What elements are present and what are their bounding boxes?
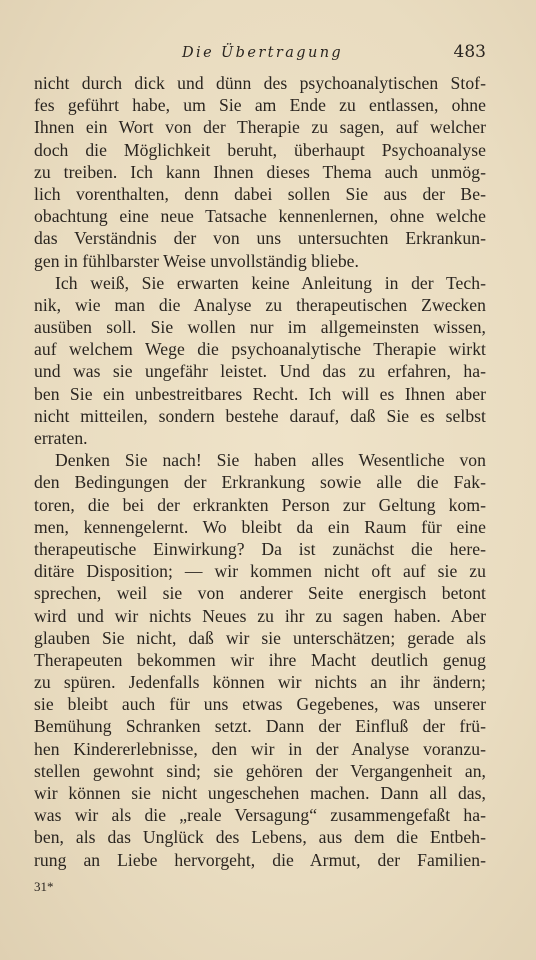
text-line: nik, wie man die Analyse zu therapeutischen Zwecken bbox=[34, 294, 486, 315]
page-number: 483 bbox=[453, 42, 486, 62]
text-line: zu treiben. Ich kann Ihnen dieses Thema auch unmög- bbox=[34, 161, 486, 182]
text-line: lich vorenthalten, denn dabei sollen Sie aus der Be- bbox=[34, 183, 486, 204]
text-line: ditäre Disposition; — wir kommen nicht oft auf sie zu bbox=[34, 561, 486, 582]
text-line: zu spüren. Jedenfalls können wir nichts an ihr ändern; bbox=[34, 672, 486, 693]
text-line: erraten. bbox=[34, 428, 88, 448]
text-line: sprechen, weil sie von anderer Seite energisch betont bbox=[34, 583, 486, 604]
text-line: Therapeuten bekommen wir ihre Macht deutlich genug bbox=[34, 649, 486, 670]
text-line: men, kennengelernt. Wo bleibt da ein Raum für eine bbox=[34, 516, 486, 537]
text-line: rung an Liebe hervorgeht, die Armut, der Familien- bbox=[34, 849, 486, 870]
text-line: ben, als das Unglück des Lebens, aus dem die Entbeh- bbox=[34, 827, 486, 848]
text-line: Denken Sie nach! Sie haben alles Wesentliche von bbox=[55, 450, 486, 471]
text-line: sie bleibt auch für uns etwas Gegebenes, was unserer bbox=[34, 694, 486, 715]
signature-mark: 31* bbox=[34, 879, 54, 894]
text-line: stellen gewohnt sind; sie gehören der Vergangenheit an, bbox=[34, 760, 486, 781]
text-line: fes geführt habe, um Sie am Ende zu entlassen, ohne bbox=[34, 95, 486, 116]
text-line: therapeutische Einwirkung? Da ist zunächst die here- bbox=[34, 538, 486, 559]
text-line: obachtung eine neue Tatsache kennenlernen, ohne welche bbox=[34, 206, 486, 227]
body-text bbox=[34, 72, 486, 871]
text-line: das Verständnis der von uns untersuchten Erkrankun- bbox=[34, 228, 486, 249]
text-line: Bemühung Schranken setzt. Dann der Einfluß der frü- bbox=[34, 716, 486, 737]
text-line: auf welchem Wege die psychoanalytische Therapie wirkt bbox=[34, 339, 486, 360]
text-line: und was sie ungefähr leistet. Und das zu erfahren, ha- bbox=[34, 361, 486, 382]
text-line: was wir als die „reale Versagung“ zusammengefaßt ha- bbox=[34, 805, 486, 826]
text-line: nicht mitteilen, sondern bestehe darauf, daß Sie es selbst bbox=[34, 405, 486, 426]
text-line: nicht durch dick und dünn des psychoanalytischen Stof- bbox=[34, 73, 486, 93]
text-line: ben Sie ein unbestreitbares Recht. Ich will es Ihnen aber bbox=[34, 383, 486, 404]
text-line: Ich weiß, Sie erwarten keine Anleitung in der Tech- bbox=[55, 272, 486, 293]
text-line: ausüben soll. Sie wollen nur im allgemeinsten wissen, bbox=[34, 317, 486, 338]
text-line: toren, die bei der erkrankten Person zur Geltung kom- bbox=[34, 494, 486, 515]
text-line: Ihnen ein Wort von der Therapie zu sagen, auf welcher bbox=[34, 117, 486, 138]
text-line: gen in fühlbarster Weise unvollständig bliebe. bbox=[34, 250, 359, 271]
running-head bbox=[34, 42, 486, 66]
text-line: wird und wir nichts Neues zu ihr zu sagen haben. Aber bbox=[34, 605, 486, 626]
text-line: wir können sie nicht ungeschehen machen. Dann all das, bbox=[34, 783, 486, 803]
text-line: doch die Möglichkeit beruht, überhaupt Psychoanalyse bbox=[34, 139, 486, 160]
running-title: Die Übertragung bbox=[182, 45, 344, 61]
text-line: hen Kindererlebnisse, den wir in der Analyse voranzu- bbox=[34, 738, 486, 759]
text-line: den Bedingungen der Erkrankung sowie alle die Fak- bbox=[34, 472, 486, 493]
text-line: glauben Sie nicht, daß wir sie unterschätzen; gerade als bbox=[34, 627, 486, 648]
